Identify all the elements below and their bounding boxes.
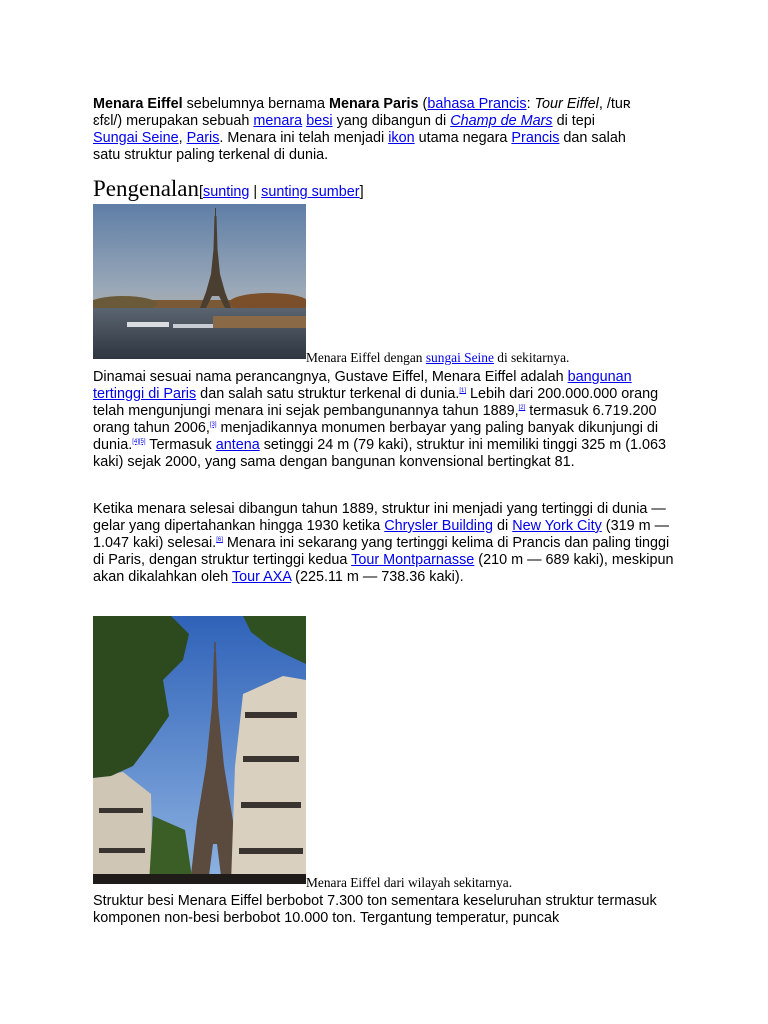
paragraph-3: Struktur besi Menara Eiffel berbobot 7.300 ton sementara keseluruhan struktur termasuk komponen non-besi berbobot 10.000 ton. Tergantung temperatur, puncak: [93, 893, 657, 926]
reference-6[interactable]: [6]: [216, 536, 223, 543]
link-tour-axa[interactable]: Tour AXA: [231, 568, 292, 585]
eiffel-street-image: [93, 616, 306, 884]
link-tour-montparnasse[interactable]: Tour Montparnasse: [351, 551, 475, 568]
link-menara[interactable]: menara: [253, 112, 303, 129]
edit-source-link[interactable]: sunting sumber: [261, 184, 360, 200]
figure-eiffel-street: [93, 616, 512, 889]
eiffel-seine-photo[interactable]: [93, 204, 306, 364]
link-chrysler-building[interactable]: Chrysler Building: [384, 517, 494, 534]
figure-caption-2: Menara Eiffel dari wilayah sekitarnya.: [306, 875, 513, 890]
link-bangunan-tertinggi[interactable]: bangunan tertinggi di Paris: [93, 369, 632, 402]
link-sungai-seine-caption[interactable]: sungai Seine: [425, 350, 494, 365]
reference-4-5[interactable]: [4][5]: [132, 438, 146, 445]
section-title: Pengenalan: [93, 176, 200, 201]
former-name: Menara Paris: [328, 96, 419, 112]
article-title: Menara Eiffel: [93, 96, 183, 112]
edit-link[interactable]: sunting: [203, 184, 250, 200]
link-besi[interactable]: besi: [306, 112, 333, 129]
paragraph-1: Dinamai sesuai nama perancangnya, Gustave Eiffel, Menara Eiffel adalah bangunan tertinggi di Paris dan salah satu struktur terkenal di dunia.[1] Lebih dari 200.000.000 orang telah mengunjungi menara ini sejak pembangunannya tahun 1889,[2] termasuk 6.719.200 orang tahun 2006,[3] menjadikannya monumen berbayar yang paling banyak dikunjungi di dunia.[4][5] Termasuk antena setinggi 24 m (79 kaki), struktur ini memiliki tinggi 325 m (1.063 kaki) sejak 2000, yang sama dengan bangunan konvensional bertingkat 81.: [93, 369, 666, 470]
eiffel-street-photo[interactable]: [93, 616, 306, 889]
figure-eiffel-seine: [93, 204, 569, 364]
intro-paragraph: Menara Eiffel sebelumnya bernama Menara Paris (bahasa Prancis: Tour Eiffel, /tuʀ ɛfɛl/) merupakan sebuah menara besi yang dibangun di Champ de Mars di tepi Sungai Seine, Paris. Menara ini telah menjadi ikon utama negara Prancis dan salah satu struktur paling terkenal di dunia.: [93, 96, 631, 163]
eiffel-seine-image: [93, 204, 306, 359]
french-name: Tour Eiffel: [534, 96, 599, 112]
edit-links: [sunting | sunting sumber]: [199, 184, 364, 200]
link-bahasa-prancis[interactable]: bahasa Prancis: [427, 96, 527, 112]
link-paris[interactable]: Paris: [186, 129, 220, 146]
reference-3[interactable]: [3]: [209, 421, 217, 428]
link-antena[interactable]: antena: [215, 436, 260, 453]
link-champ-de-mars[interactable]: Champ de Mars: [450, 112, 553, 129]
link-new-york-city[interactable]: New York City: [512, 517, 602, 534]
link-sungai-seine[interactable]: Sungai Seine: [93, 129, 179, 146]
link-ikon[interactable]: ikon: [388, 129, 415, 146]
section-heading: [93, 175, 364, 206]
reference-2[interactable]: [2]: [518, 404, 526, 411]
paragraph-2: Ketika menara selesai dibangun tahun 1889, struktur ini menjadi yang tertinggi di dunia — gelar yang dipertahankan hingga 1930 ketika Chrysler Building di New York City (319 m — 1.047 kaki) selesai.[6] Menara ini sekarang yang tertinggi kelima di Prancis dan paling tinggi di Paris, dengan struktur tertinggi kedua Tour Montparnasse (210 m — 689 kaki), meskipun akan dikalahkan oleh Tour AXA (225.11 m — 738.36 kaki).: [93, 501, 674, 585]
figure-caption-1: Menara Eiffel dengan sungai Seine di sekitarnya.: [306, 350, 570, 365]
link-prancis[interactable]: Prancis: [511, 129, 560, 146]
reference-1[interactable]: [1]: [459, 387, 467, 394]
